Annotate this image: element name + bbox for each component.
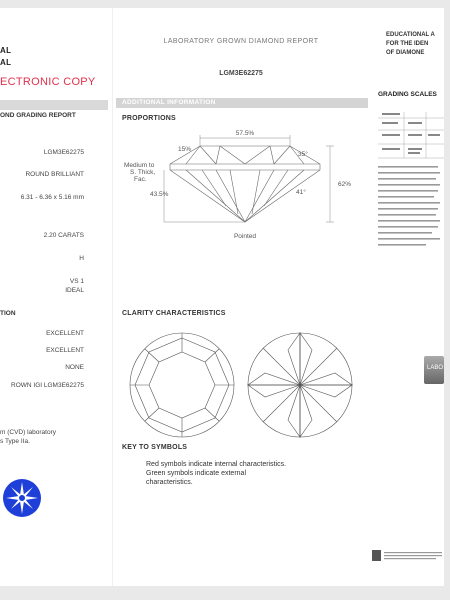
girdle-label-3: Fac. bbox=[134, 176, 147, 183]
educational-text-block bbox=[378, 158, 444, 254]
crown-height-label: 15% bbox=[178, 146, 192, 153]
girdle-label-2: S. Thick, bbox=[130, 169, 156, 176]
left-divider bbox=[112, 8, 113, 586]
key-to-symbols-label: KEY TO SYMBOLS bbox=[122, 444, 188, 451]
pavilion-angle-label: 41° bbox=[296, 189, 306, 196]
culet-label: Pointed bbox=[233, 233, 257, 240]
girdle-label-1: Medium to bbox=[124, 162, 155, 169]
inscription-value: ROWN IGI LGM3E62275 bbox=[11, 382, 84, 389]
clarity-characteristics-label: CLARITY CHARACTERISTICS bbox=[122, 310, 226, 317]
edu-line-1: EDUCATIONAL A bbox=[386, 32, 435, 38]
polish-value: EXCELLENT bbox=[46, 330, 84, 337]
color-value: H bbox=[79, 255, 84, 262]
left-panel bbox=[0, 8, 108, 586]
certificate-sheet bbox=[0, 8, 444, 586]
clarity-plot-diagram bbox=[122, 330, 366, 440]
pavilion-depth-label: 43.5% bbox=[150, 191, 169, 198]
symmetry-value: EXCELLENT bbox=[46, 347, 84, 354]
grading-report-heading: OND GRADING REPORT bbox=[0, 112, 76, 119]
key-line-2: Green symbols indicate external bbox=[146, 470, 246, 477]
fluorescence-value: NONE bbox=[65, 364, 84, 371]
disclaimer-strip bbox=[372, 548, 444, 564]
laboratory-badge-icon bbox=[424, 356, 444, 384]
comment-line-2: s Type IIa. bbox=[0, 438, 30, 445]
table-label: 57.5% bbox=[235, 130, 255, 137]
viewer-frame-right bbox=[444, 0, 450, 600]
clarity-value: VS 1 bbox=[69, 278, 84, 285]
key-line-1: Red symbols indicate internal characteristics. bbox=[146, 461, 287, 468]
edu-line-3: OF DIAMONE bbox=[386, 50, 425, 56]
right-panel bbox=[372, 8, 444, 586]
report-title: LABORATORY GROWN DIAMOND REPORT bbox=[163, 38, 319, 45]
report-number-header: LGM3E62275 bbox=[219, 70, 263, 77]
electronic-copy-label: ECTRONIC COPY bbox=[0, 76, 96, 88]
total-depth-label: 62% bbox=[338, 181, 352, 188]
additional-info-bar bbox=[116, 98, 368, 108]
additional-grading-heading: TION bbox=[0, 310, 16, 317]
diamond-logo-icon bbox=[2, 478, 42, 518]
lab-badge-label: LABO bbox=[427, 365, 444, 371]
proportions-label: PROPORTIONS bbox=[122, 115, 176, 122]
measurements-value: 6.31 - 6.36 x 5.16 mm bbox=[20, 194, 84, 201]
middle-panel bbox=[116, 8, 368, 586]
grading-scales-label: GRADING SCALES bbox=[378, 91, 437, 98]
comment-line-1: m (CVD) laboratory bbox=[0, 429, 56, 436]
left-header-bar bbox=[0, 100, 108, 110]
report-number-value: LGM3E62275 bbox=[43, 149, 84, 156]
carat-value: 2.20 CARATS bbox=[43, 232, 84, 239]
shape-value: ROUND BRILLIANT bbox=[25, 171, 84, 178]
cut-value: IDEAL bbox=[65, 287, 84, 294]
viewer-frame-top bbox=[0, 0, 450, 8]
key-line-3: characteristics. bbox=[146, 479, 193, 486]
crown-angle-label: 35° bbox=[298, 151, 308, 158]
additional-info-label: ADDITIONAL INFORMATION bbox=[122, 99, 216, 106]
brand-line-1: AL bbox=[0, 46, 12, 55]
brand-line-2: AL bbox=[0, 58, 12, 67]
proportions-diagram bbox=[116, 126, 368, 246]
edu-line-2: FOR THE IDEN bbox=[386, 41, 429, 47]
viewer-frame-bottom bbox=[0, 586, 450, 600]
